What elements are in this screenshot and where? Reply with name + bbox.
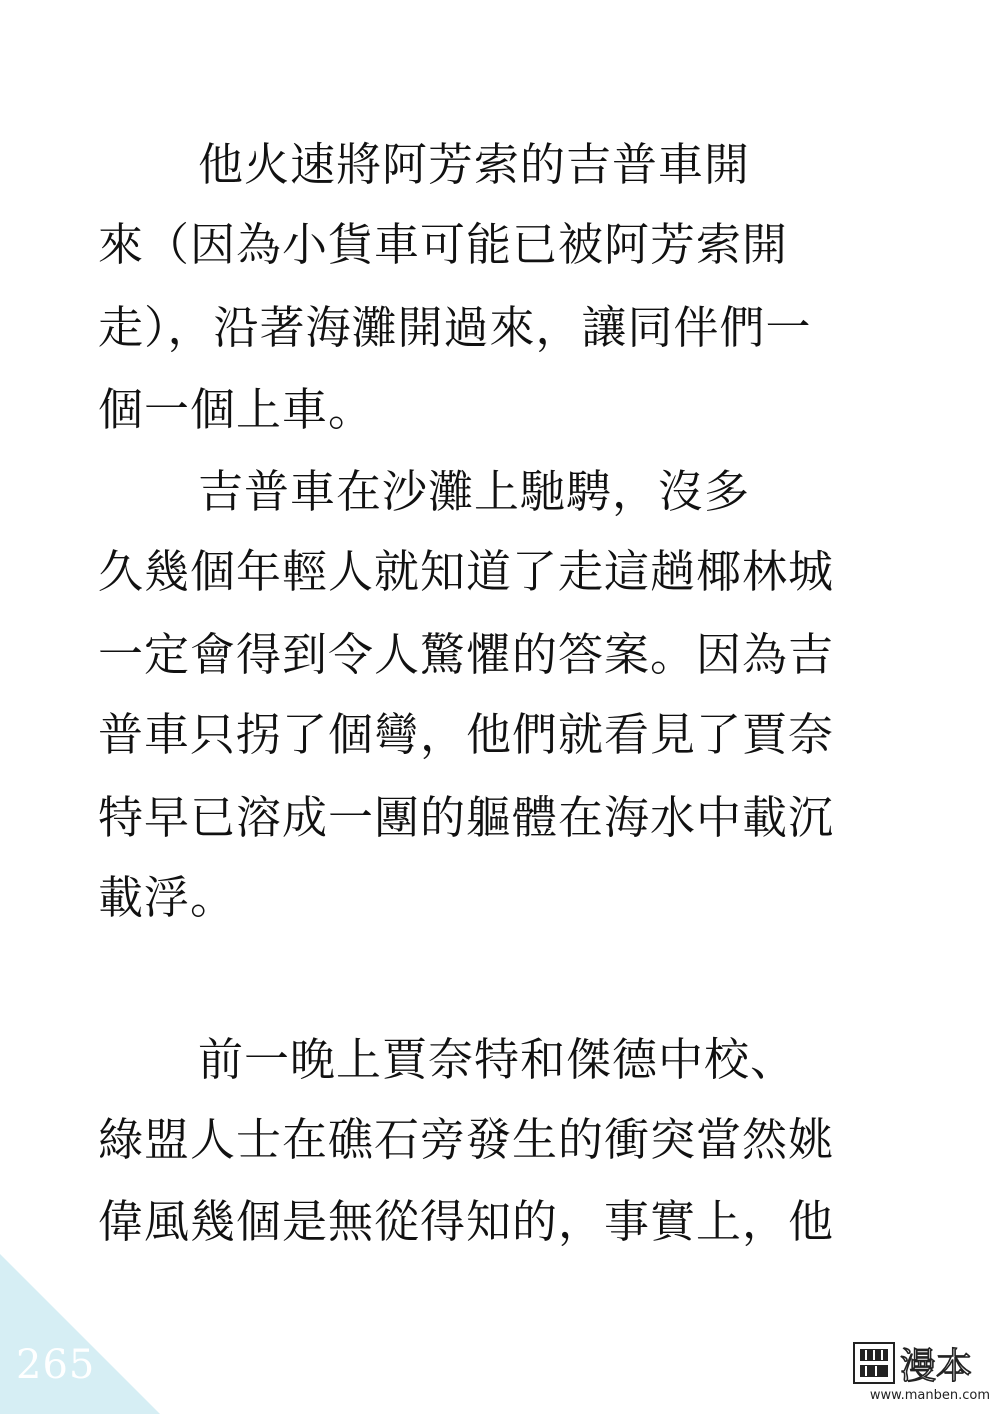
text-line: 久幾個年輕人就知道了走這趟椰林城 [98, 545, 835, 598]
corner-decoration [0, 1254, 160, 1414]
manben-logo-icon [852, 1340, 990, 1386]
text-line: 特早已溶成一團的軀體在海水中載沉 [98, 791, 835, 844]
text-line: 一定會得到令人驚懼的答案。因為吉 [98, 628, 835, 681]
watermark-logo-text: 漫本 [900, 1346, 973, 1386]
page-number: 265 [16, 1342, 96, 1388]
text-line: 走），沿著海灘開過來，讓同伴們一 [98, 301, 812, 354]
text-line: 偉風幾個是無從得知的，事實上，他 [98, 1195, 835, 1248]
text-line: 普車只拐了個彎，他們就看見了賈奈 [98, 708, 835, 761]
text-line: 吉普車在沙灘上馳騁，沒多 [198, 465, 751, 518]
text-line: 載浮。 [98, 871, 237, 924]
text-line: 來（因為小貨車可能已被阿芳索開 [98, 218, 789, 271]
text-line: 綠盟人士在礁石旁發生的衝突當然姚 [98, 1113, 835, 1166]
watermark-logo [852, 1340, 990, 1406]
text-line: 個一個上車。 [98, 383, 375, 436]
text-line: 前一晚上賈奈特和傑德中校、 [198, 1033, 797, 1086]
watermark-url: www.manben.com [869, 1388, 990, 1403]
text-line: 他火速將阿芳索的吉普車開 [198, 138, 751, 191]
